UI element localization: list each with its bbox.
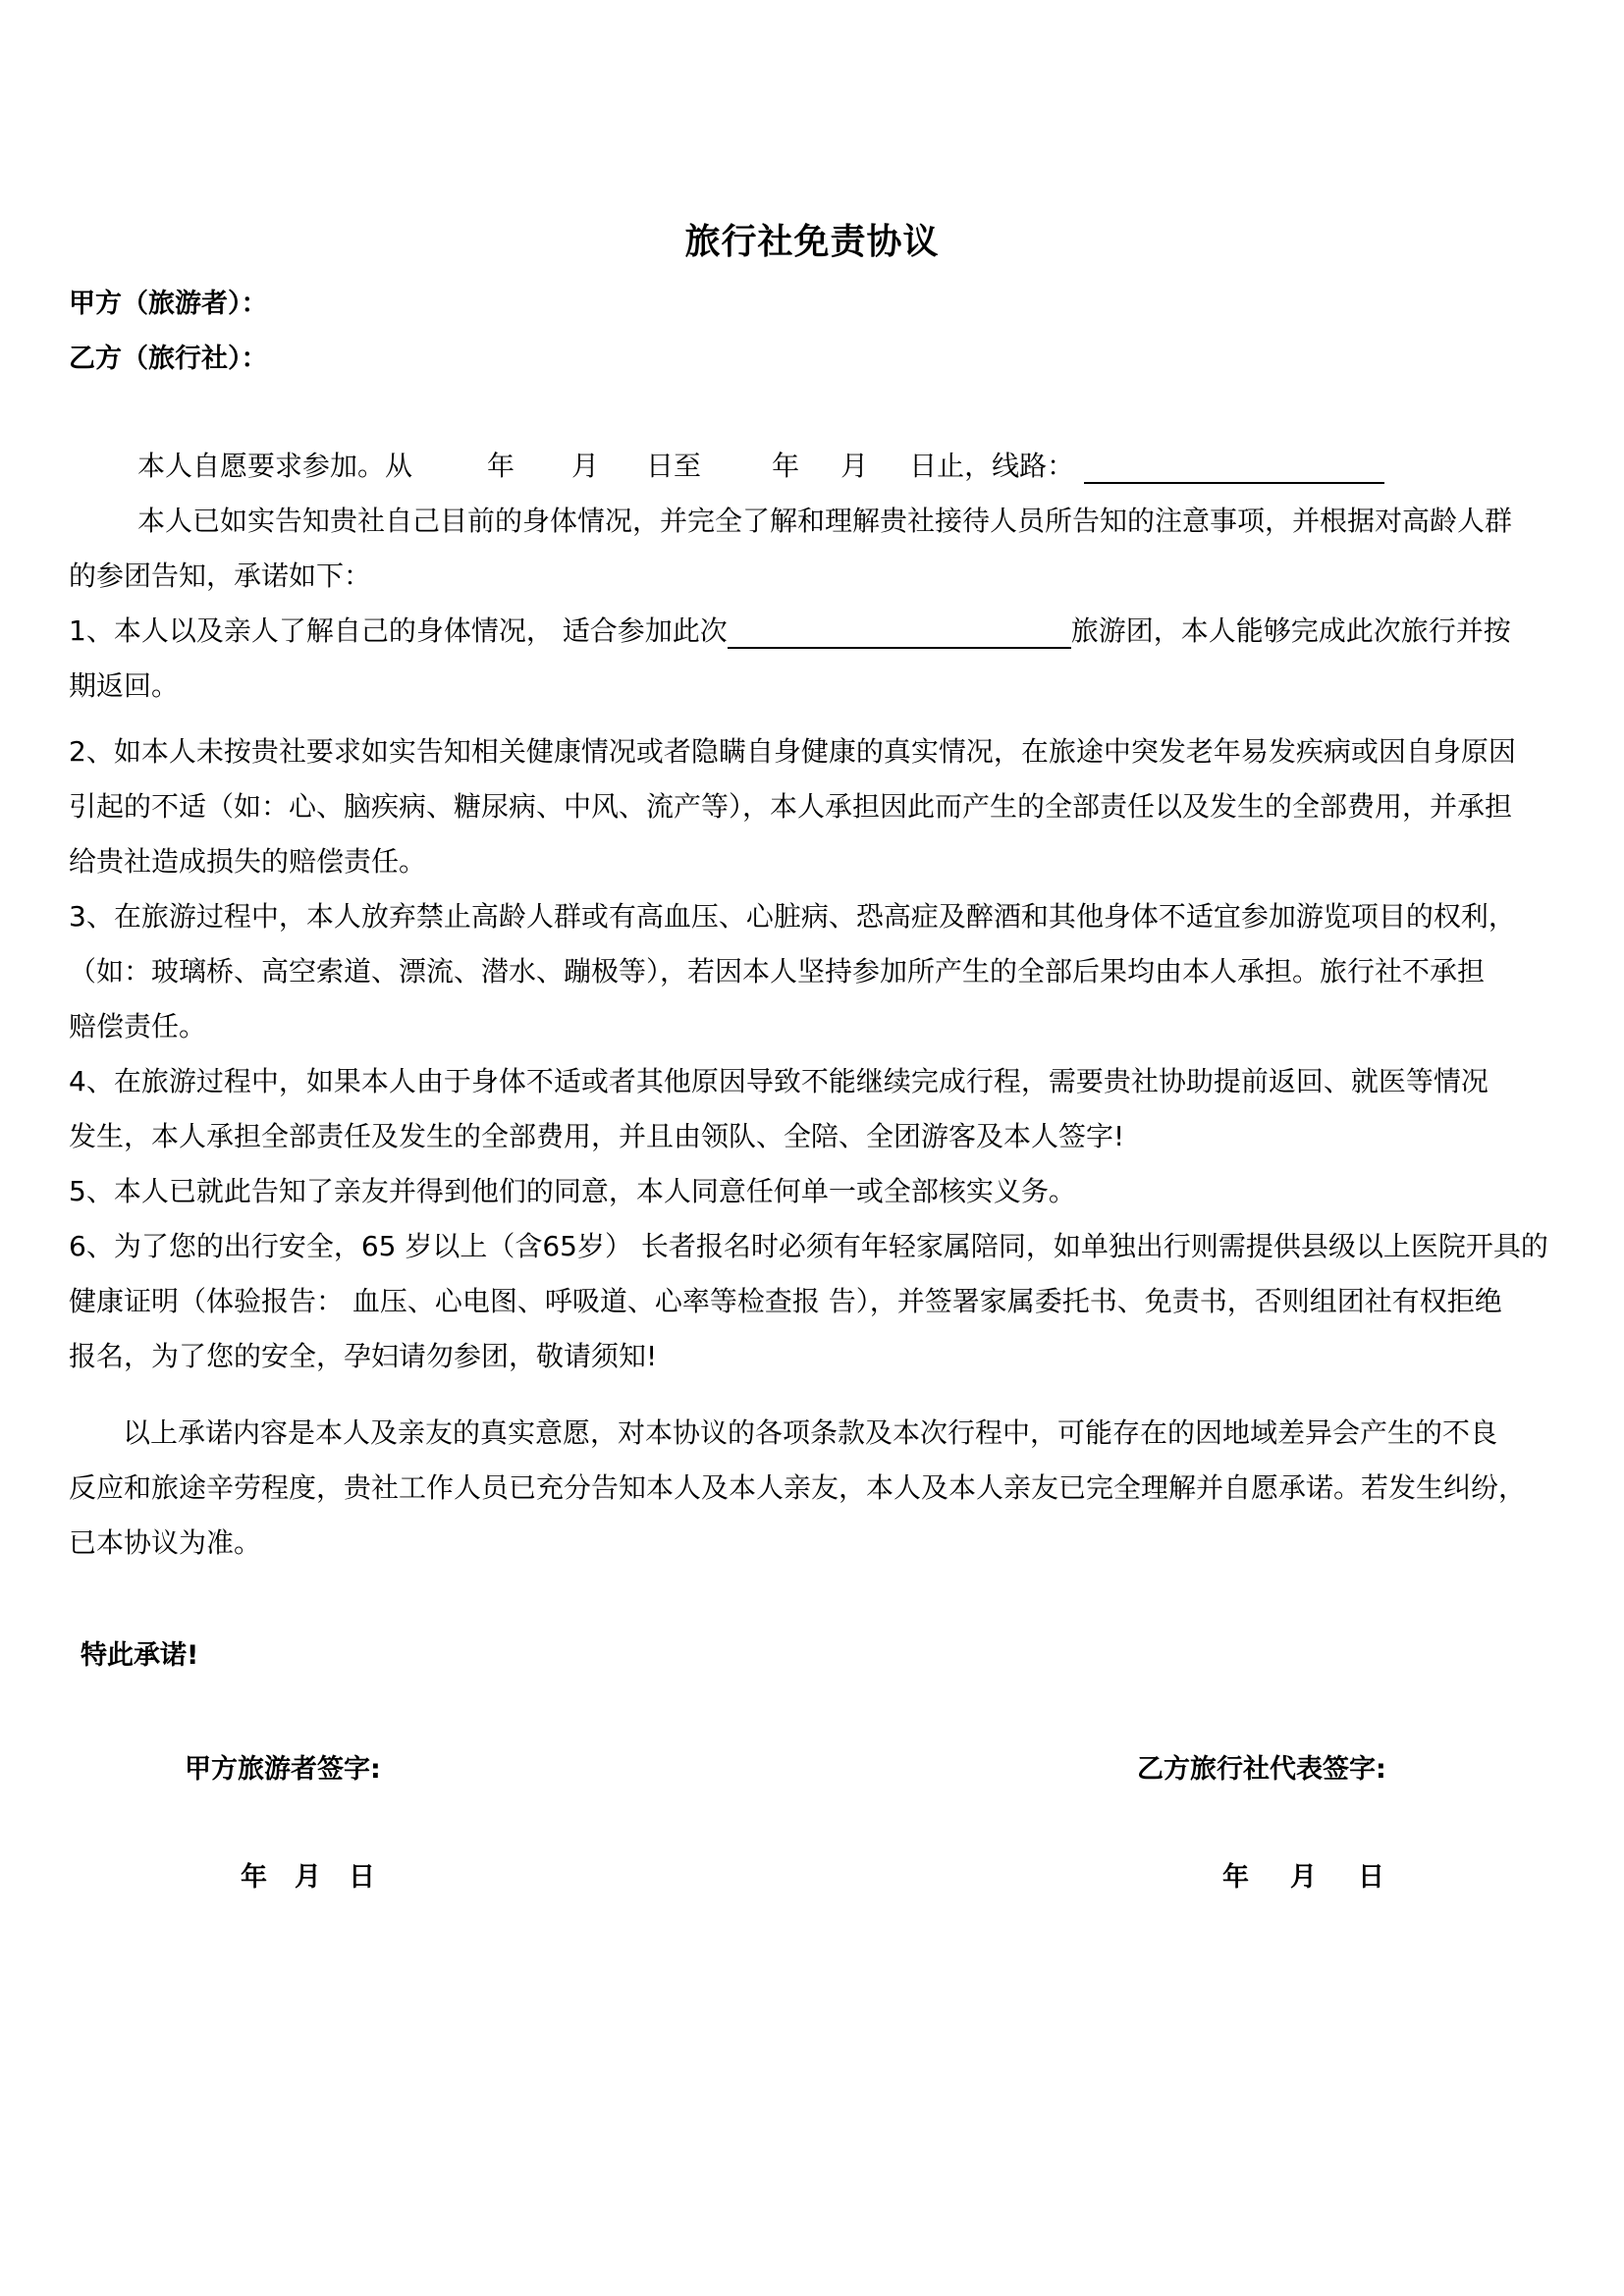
- clause-1-line-1: [69, 604, 1561, 659]
- intro-month-2: 月: [840, 450, 869, 482]
- intro-day-2: 日止，线路：: [909, 450, 1075, 482]
- clause-5-line-1: 5、本人已就此告知了亲友并得到他们的同意，本人同意任何单一或全部核实义务。: [69, 1175, 1076, 1207]
- clause-3-line-2: （如：玻璃桥、高空索道、漂流、潜水、蹦极等），若因本人坚持参加所产生的全部后果均由本人承担。旅行社不承担: [69, 955, 1486, 988]
- intro-text: 本人自愿要求参加。从: [137, 450, 413, 482]
- document-title: 旅行社免责协议: [684, 222, 940, 262]
- clause-4-line-1: 4、在旅游过程中，如果本人由于身体不适或者其他原因导致不能继续完成行程，需要贵社协助提前返回、就医等情况: [69, 1065, 1489, 1097]
- clause-6-line-1: 6、为了您的出行安全，65 岁以上（含65岁） 长者报名时必须有年轻家属陪同，如单独出行则需提供县级以上医院开具的: [69, 1230, 1548, 1262]
- clause-3-line-1: 3、在旅游过程中，本人放弃禁止高龄人群或有高血压、心脏病、恐高症及醉酒和其他身体不适宜参加游览项目的权利，: [69, 900, 1516, 933]
- intro-year-1: 年: [487, 450, 515, 482]
- party-b-date-day: 日: [1358, 1862, 1384, 1893]
- declaration-line-1: 本人已如实告知贵社自己目前的身体情况，并完全了解和理解贵社接待人员所告知的注意事项，并根据对高龄人群: [137, 505, 1513, 537]
- declaration-line-2: 的参团告知，承诺如下：: [69, 560, 372, 592]
- route-blank: [1084, 449, 1384, 484]
- intro-year-2: 年: [772, 450, 800, 482]
- party-b-date-year: 年: [1222, 1862, 1249, 1893]
- clause-2-line-2: 引起的不适（如：心、脑疾病、糖尿病、中风、流产等），本人承担因此而产生的全部责任以及发生的全部费用，并承担: [69, 790, 1513, 823]
- party-b-signature-label: 乙方旅行社代表签字:: [1137, 1754, 1386, 1785]
- closing-line-3: 已本协议为准。: [69, 1526, 262, 1559]
- clause-1-text-b: 旅游团，本人能够完成此次旅行并按: [1070, 614, 1511, 647]
- clause-6-line-3: 报名，为了您的安全，孕妇请勿参团，敬请须知!: [69, 1340, 658, 1372]
- party-a-date-day: 日: [349, 1862, 375, 1893]
- clause-4-line-2: 发生，本人承担全部责任及发生的全部费用，并且由领队、全陪、全团游客及本人签字!: [69, 1120, 1125, 1152]
- party-a-signature-label: 甲方旅游者签字:: [185, 1754, 381, 1785]
- intro-day-1: 日至: [646, 450, 702, 482]
- party-a-date: [241, 1855, 375, 1894]
- closing-line-2: 反应和旅途辛劳程度，贵社工作人员已充分告知本人及本人亲友，本人及本人亲友已完全理解并自愿承诺。若发生纠纷，: [69, 1471, 1527, 1504]
- clause-1-text-a: 1、本人以及亲人了解自己的身体情况， 适合参加此次: [69, 614, 728, 647]
- party-a-date-month: 月: [295, 1862, 321, 1893]
- tour-group-blank: [728, 614, 1071, 649]
- closing-line-1: 以上承诺内容是本人及亲友的真实意愿，对本协议的各项条款及本次行程中，可能存在的因地域差异会产生的不良: [123, 1416, 1498, 1449]
- party-b-date-month: 月: [1290, 1862, 1317, 1893]
- clause-1-line-2: 期返回。: [69, 669, 180, 702]
- hereby-statement: 特此承诺!: [81, 1640, 199, 1671]
- party-a-label: 甲方（旅游者）：: [69, 289, 268, 319]
- party-b-label: 乙方（旅行社）：: [69, 344, 268, 374]
- intro-line: [137, 439, 1561, 494]
- clause-2-line-3: 给贵社造成损失的赔偿责任。: [69, 845, 427, 878]
- party-b-date: [1222, 1855, 1384, 1894]
- party-a-date-year: 年: [241, 1862, 267, 1893]
- clause-2-line-1: 2、如本人未按贵社要求如实告知相关健康情况或者隐瞒自身健康的真实情况，在旅途中突发老年易发疾病或因自身原因: [69, 735, 1516, 768]
- clause-3-line-3: 赔偿责任。: [69, 1010, 207, 1042]
- clause-6-line-2: 健康证明（体验报告： 血压、心电图、呼吸道、心率等检查报 告），并签署家属委托书、免责书，否则组团社有权拒绝: [69, 1285, 1502, 1317]
- intro-month-1: 月: [571, 450, 600, 482]
